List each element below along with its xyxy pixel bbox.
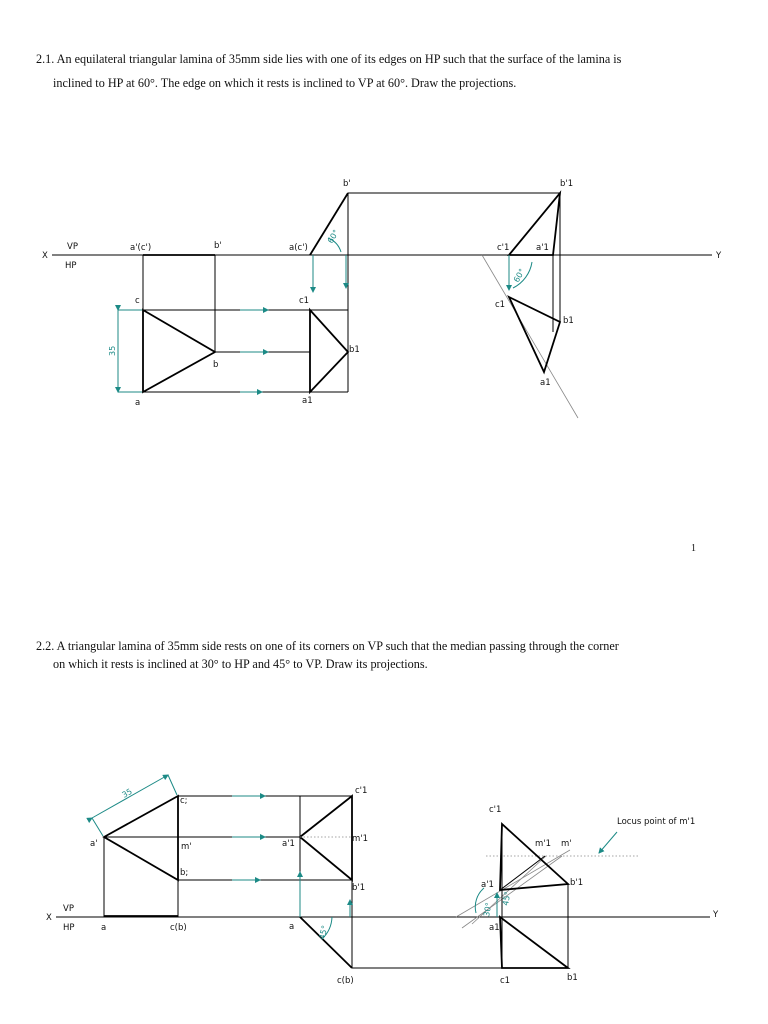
label-a1-prime-right: a'1 [481,880,494,890]
label-c1-prime-right: c'1 [489,805,502,815]
label-a-prime: a' [90,839,98,849]
label-a1: a1 [302,396,313,406]
label-b1-right: b1 [563,316,574,326]
problem-2-1-line-2: inclined to HP at 60°. The edge on which it rests is inclined to VP at 60°. Draw the projections. [53,76,517,90]
dimension-35-label: 35 [108,345,117,356]
label-c-b: c(b) [170,923,187,933]
label-m-prime: m' [181,842,192,852]
label-m-prime-right: m' [561,839,572,849]
label-a1-right: a1 [540,378,551,388]
label-c1: c1 [299,296,310,306]
label-c1-prime: c'1 [497,243,510,253]
label-b: b [213,360,219,370]
label-a-2: a [101,923,107,933]
vp-label: VP [67,242,78,252]
stage-1-projection [108,241,348,408]
dimension-35-label-2: 35 [120,786,134,800]
label-b1-prime-right: b'1 [570,878,584,888]
y-label: Y [716,251,722,261]
angle-60-right-label: 60° [511,267,527,284]
label-b1-prime: b'1 [560,179,574,189]
label-a1-right: a1 [489,923,500,933]
hp-label: HP [65,261,77,271]
x-label-2: X [46,913,52,923]
label-c1-right: c1 [495,300,506,310]
label-a1-prime: a'1 [536,243,549,253]
vp-label-2: VP [63,904,74,914]
y-label-2: Y [713,910,719,920]
label-b-prime: b' [214,241,222,251]
label-m1-prime: m'1 [352,834,369,844]
label-c-sub: c; [180,796,188,806]
angle-45-right-label: 45° [501,890,513,907]
label-b-sub: b; [180,868,189,878]
locus-leader-arrow [599,832,617,853]
label-c1-prime: c'1 [355,786,368,796]
stage-2-projection [289,179,560,406]
hp-label-2: HP [63,923,75,933]
problem-2-2-line-1: 2.2. A triangular lamina of 35mm side rests on one of its corners on VP such that the median passing through the corner [36,639,619,653]
stage-2-projection-2 [282,786,568,986]
label-b1-prime: b'1 [352,883,366,893]
label-b-prime-top: b' [343,179,351,189]
angle-30-label: 30° [482,901,494,918]
locus-note: Locus point of m'1 [617,817,696,827]
stage-3-projection-2 [456,805,695,986]
label-b1-right: b1 [567,973,578,983]
label-c1-right: c1 [500,976,511,986]
label-a-3: a [289,922,295,932]
label-a1-prime: a'1 [282,839,295,849]
label-m1-prime-right: m'1 [535,839,552,849]
label-a-c-prime: a'(c') [130,243,152,253]
angle-60-label: 60° [325,228,341,245]
page-number: 1 [691,543,696,554]
angle-45-label: 45° [317,924,330,941]
problem-2-1-line-1: 2.1. An equilateral triangular lamina of 35mm side lies with one of its edges on HP such that the surface of the lamina is [36,52,622,66]
drawing-2-1 [42,179,722,418]
label-c: c [135,296,140,306]
stage-3-projection [482,179,578,418]
label-b1: b1 [349,345,360,355]
drawing-2-2 [46,775,719,986]
label-a: a [135,398,141,408]
label-c-b-2: c(b) [337,976,354,986]
label-a-c-prime-2: a(c') [289,243,308,253]
x-label: X [42,251,48,261]
stage-1-projection-2 [90,775,352,933]
problem-2-2-line-2: on which it rests is inclined at 30° to HP and 45° to VP. Draw its projections. [53,657,428,671]
